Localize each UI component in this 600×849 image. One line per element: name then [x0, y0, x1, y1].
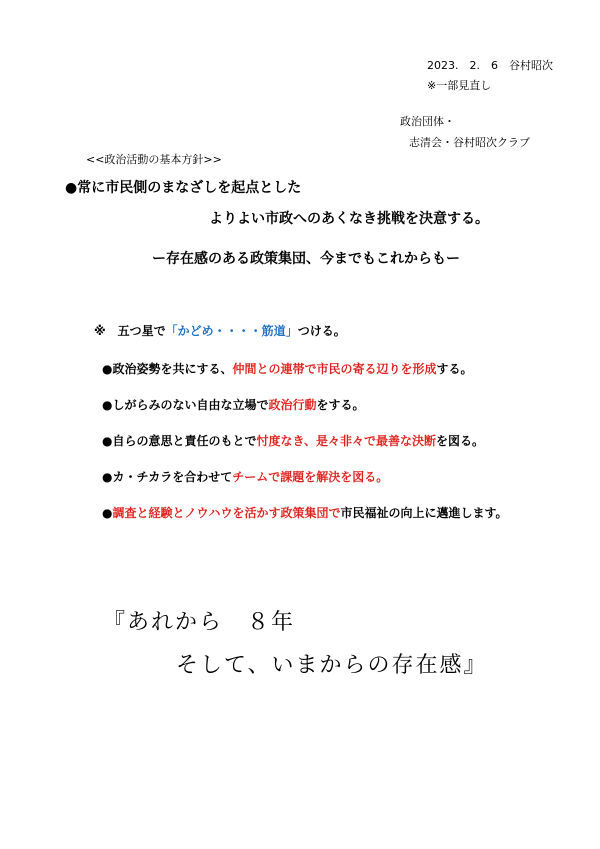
- revision-note: ※一部見直し: [427, 79, 492, 92]
- policy-bullet: [102, 504, 508, 521]
- org-line-1: 政治団体・: [400, 115, 455, 128]
- bullet-text-end: する。: [436, 362, 473, 376]
- policy-bullet: [102, 360, 473, 377]
- bullet-text: ●自らの意思と責任のもとで: [102, 434, 257, 448]
- main-statement-line-2: よりよい市政へのあくなき挑戦を決意する。: [209, 211, 489, 227]
- bullet-text-end: をする。: [316, 398, 365, 412]
- five-stars-highlight: 「かどめ・・・・筋道」: [165, 324, 298, 338]
- bullet-text: ●: [102, 506, 113, 520]
- section-label: <<政治活動の基本方針>>: [86, 153, 222, 166]
- org-line-2: 志清会・谷村昭次クラブ: [409, 136, 530, 149]
- bullet-text-end: 市民福祉の向上に邁進します。: [340, 506, 508, 520]
- bullet-highlight: 調査と経験とノウハウを活かす政策集団で: [112, 506, 341, 520]
- policy-bullet: [102, 396, 365, 413]
- five-stars-line: [94, 322, 346, 339]
- five-stars-prefix: ※ 五つ星で: [94, 324, 166, 338]
- closing-line-1: 『あれから ８年: [103, 610, 296, 635]
- bullet-highlight: チームで課題を解決を図る。: [232, 470, 389, 484]
- main-statement-line-3: ー存在感のある政策集団、今までもこれからもー: [152, 251, 460, 267]
- author-name: 谷村昭次: [508, 59, 553, 72]
- main-statement-line-1: ●常に市民側のまなざしを起点とした: [65, 180, 302, 196]
- document-date-line: [427, 57, 553, 73]
- policy-bullet: [102, 432, 484, 449]
- bullet-highlight: 政治行動: [268, 398, 317, 412]
- bullet-text-end: を図る。: [436, 434, 485, 448]
- bullet-text: ●政治姿勢を共にする、: [102, 362, 233, 376]
- bullet-highlight: 仲間との連帯で市民の寄る辺りを形成: [232, 362, 437, 376]
- closing-line-2: そして、いまからの存在感』: [176, 653, 488, 678]
- document-date: 2023. 2. 6: [427, 59, 498, 72]
- bullet-text: ●カ・チカラを合わせて: [102, 470, 233, 484]
- bullet-highlight: 忖度なき、是々非々で最善な決断: [256, 434, 437, 448]
- five-stars-suffix: つける。: [297, 324, 346, 338]
- policy-bullet: [102, 468, 388, 485]
- bullet-text: ●しがらみのない自由な立場で: [102, 398, 269, 412]
